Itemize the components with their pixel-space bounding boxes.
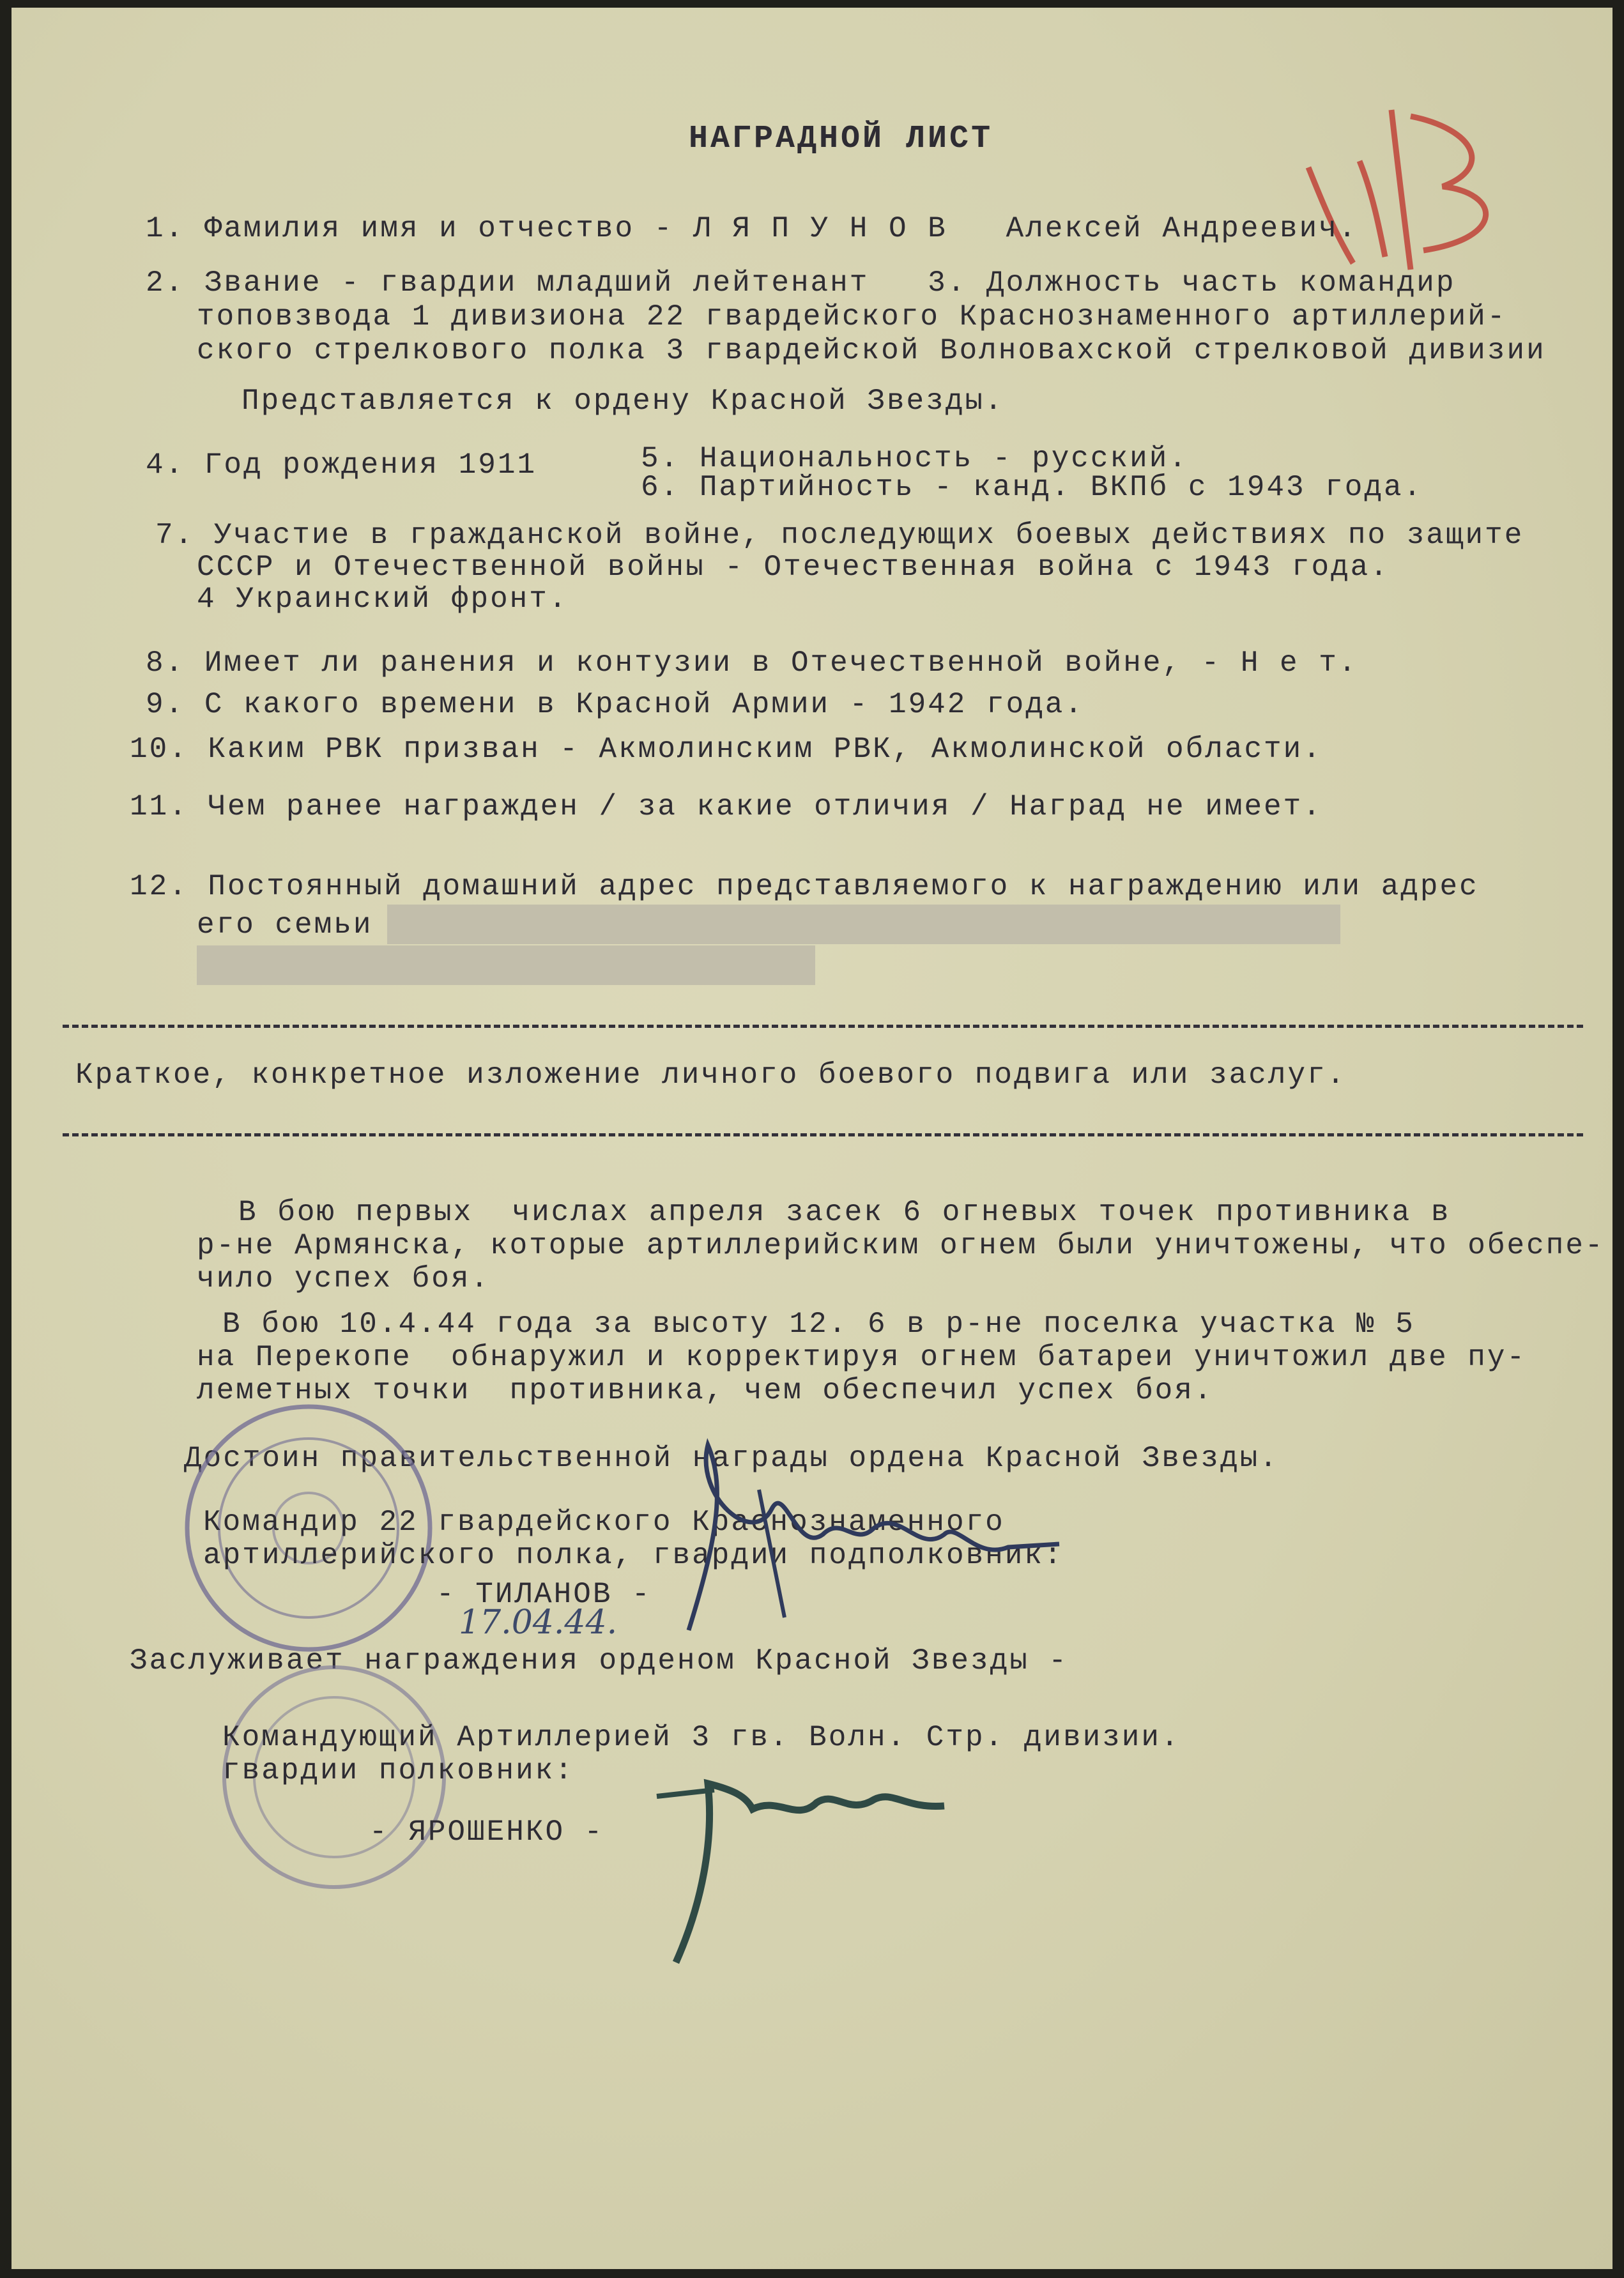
divider-top	[63, 1025, 1583, 1028]
award-sheet	[11, 8, 1613, 2269]
redacted-address-line1	[387, 905, 1340, 944]
commander2-signature	[586, 1739, 970, 1969]
field-4-birth-year: 4. Год рождения 1911	[146, 448, 537, 482]
redacted-address-line2	[197, 945, 815, 985]
commander1-name: - ТИЛАНОВ -	[436, 1578, 652, 1611]
field-9-army-since: 9. С какого времени в Красной Армии - 1942 года.	[146, 688, 1085, 721]
field-8-wounds: 8. Имеет ли ранения и контузии в Отечественной войне, - Н е т.	[146, 646, 1358, 680]
page-title: НАГРАДНОЙ ЛИСТ	[689, 121, 993, 157]
commander2-title-line2: гвардии полковник:	[222, 1754, 574, 1787]
field-12-address-line2: его семьи	[197, 908, 373, 942]
field-7-war-line2: СССР и Отечественной войны - Отечественная война с 1943 года.	[197, 551, 1390, 584]
field-7-war-line1: 7. Участие в гражданской войне, последующих боевых действиях по защите	[155, 519, 1524, 552]
field-1-name: 1. Фамилия имя и отчество - Л Я П У Н О В Алексей Андреевич.	[146, 212, 1358, 245]
commander1-date: 17.04.44.	[459, 1603, 618, 1642]
verdict: Заслуживает награждения орденом Красной Звезды -	[130, 1644, 1069, 1678]
body-para1-line1: В бою первых числах апреля засек 6 огневых точек противника в	[238, 1196, 1451, 1229]
section-heading: Краткое, конкретное изложение личного боевого подвига или заслуг.	[75, 1059, 1347, 1092]
field-2-rank: 2. Звание - гвардии младший лейтенант 3. Должность часть командир	[146, 266, 1456, 300]
red-pencil-mark	[1283, 91, 1526, 282]
conclusion: Достоин правительственной награды ордена Красной Звезды.	[184, 1442, 1279, 1475]
commander2-title-line1: Командующий Артиллерией 3 гв. Волн. Стр. дивизии.	[222, 1721, 1181, 1754]
field-7-war-line3: 4 Украинский фронт.	[197, 583, 569, 616]
body-para1-line3: чило успех боя.	[197, 1262, 491, 1296]
commander2-name: - ЯРОШЕНКО -	[369, 1816, 604, 1849]
body-para1-line2: р-не Армянска, которые артиллерийским огнем были уничтожены, что обеспе-	[197, 1229, 1605, 1262]
body-para2-line2: на Перекопе обнаружил и корректируя огнем батареи уничтожил две пу-	[197, 1341, 1527, 1374]
body-para2-line3: леметных точки противника, чем обеспечил успех боя.	[197, 1374, 1214, 1407]
field-6-party: 6. Партийность - канд. ВКПб с 1943 года.	[641, 471, 1423, 504]
commander1-title-line1: Командир 22 гвардейского Краснознаменного	[203, 1506, 1005, 1539]
field-5-nationality: 5. Национальность - русский.	[641, 442, 1188, 475]
field-2-unit-line2: топовзвода 1 дивизиона 22 гвардейского Краснознаменного артиллерий-	[197, 300, 1507, 333]
divider-bottom	[63, 1133, 1583, 1136]
field-12-address-line1: 12. Постоянный домашний адрес представляемого к награждению или адрес	[130, 870, 1479, 903]
body-para2-line1: В бою 10.4.44 года за высоту 12. 6 в р-не поселка участка № 5	[222, 1308, 1415, 1341]
field-11-prior-awards: 11. Чем ранее награжден / за какие отличия / Наград не имеет.	[130, 790, 1322, 823]
field-2-unit-line3: ского стрелкового полка 3 гвардейской Волновахской стрелковой дивизии	[197, 334, 1546, 367]
commander1-title-line2: артиллерийского полка, гвардии подполковник:	[203, 1539, 1064, 1572]
field-presented-for: Представляется к ордену Красной Звезды.	[241, 385, 1004, 418]
field-10-draft-office: 10. Каким РВК призван - Акмолинским РВК, Акмолинской области.	[130, 733, 1322, 766]
